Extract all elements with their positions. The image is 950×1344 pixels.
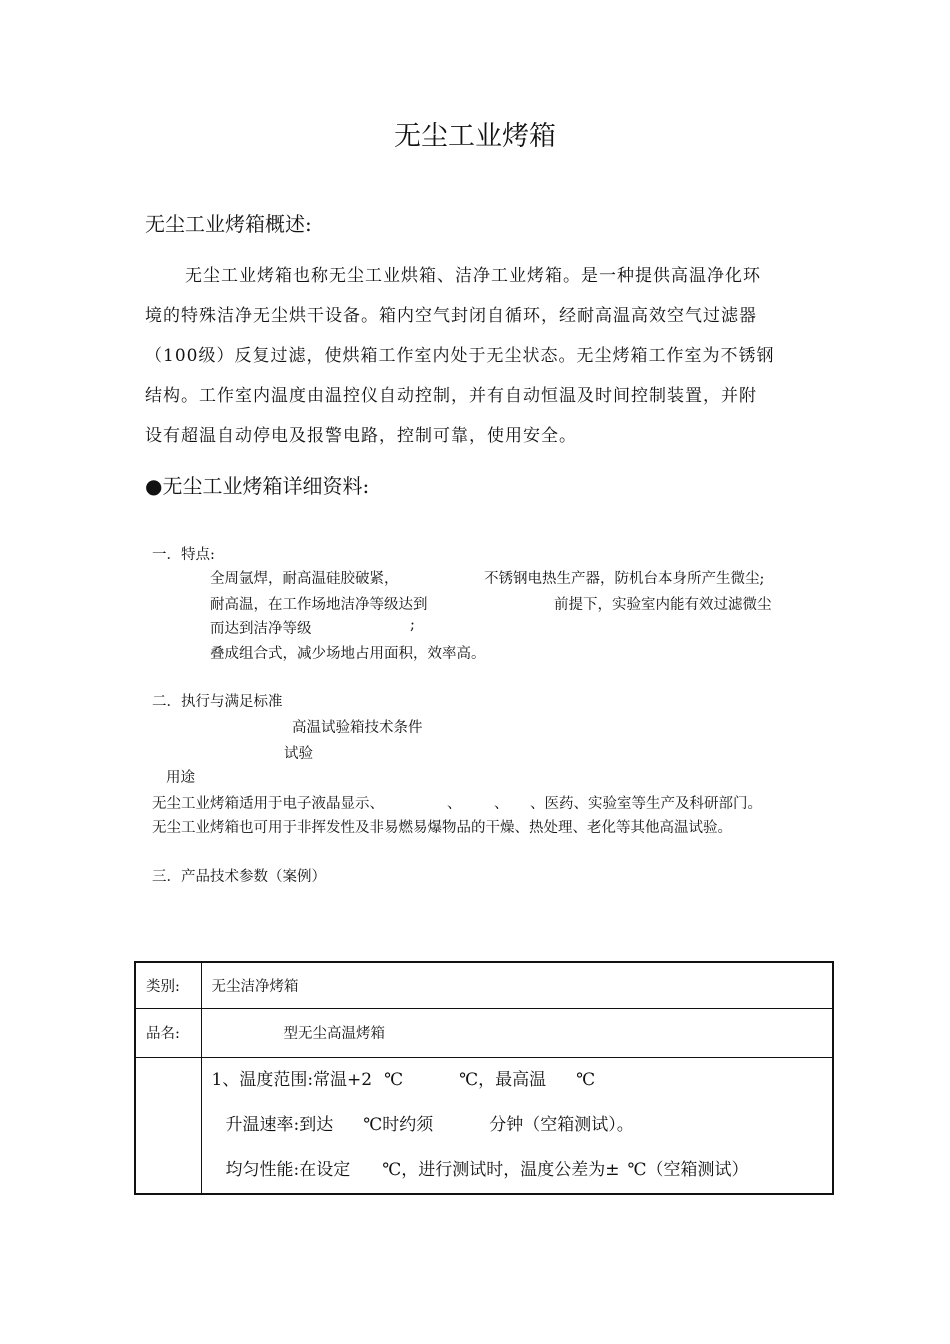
overview-line: 设有超温自动停电及报警电路，控制可靠，使用安全。 xyxy=(145,426,577,446)
standards-heading: 二．执行与满足标准 xyxy=(152,694,283,710)
spec-text: 均匀性能:在设定 xyxy=(225,1159,351,1180)
usage-separator: 、 xyxy=(447,796,462,812)
specs-cell xyxy=(201,1057,833,1194)
spec-text: ℃，进行测试时，温度公差为± xyxy=(382,1159,620,1180)
spec-text: ℃，最高温 xyxy=(459,1069,547,1090)
params-heading: 三．产品技术参数（案例） xyxy=(152,869,326,885)
spec-line-temperature-range xyxy=(202,1058,833,1103)
usage-line: 无尘工业烤箱适用于电子液晶显示、 xyxy=(152,796,384,812)
name-value: 型无尘高温烤箱 xyxy=(283,1026,385,1042)
features-line: 而达到洁净等级 xyxy=(210,621,312,637)
spec-text: ℃时约须 xyxy=(363,1114,434,1135)
document-title: 无尘工业烤箱 xyxy=(394,121,556,152)
spec-line-heating-rate xyxy=(202,1103,833,1148)
features-heading: 一．特点: xyxy=(152,547,215,563)
category-value: 无尘洁净烤箱 xyxy=(201,962,833,1008)
name-label: 品名: xyxy=(135,1008,201,1057)
spec-text: 1、温度范围:常温+2 xyxy=(211,1069,373,1090)
features-line: 叠成组合式，减少场地占用面积，效率高。 xyxy=(210,646,486,662)
overview-line: 结构。工作室内温度由温控仪自动控制，并有自动恒温及时间控制装置，并附 xyxy=(145,386,757,406)
features-line: 耐高温，在工作场地洁净等级达到 xyxy=(210,597,428,613)
standards-line: 高温试验箱技术条件 xyxy=(292,720,423,736)
details-heading: ●无尘工业烤箱详细资料: xyxy=(145,474,370,498)
overview-paragraph xyxy=(145,256,825,456)
params-table xyxy=(134,961,834,1195)
features-line: 不锈钢电热生产器，防机台本身所产生微尘; xyxy=(484,571,765,587)
spec-text: ℃（空箱测试） xyxy=(627,1159,749,1180)
table-row xyxy=(135,1008,833,1057)
features-line: 全周氩焊，耐高温硅胶破紧， xyxy=(210,571,399,587)
overview-heading: 无尘工业烤箱概述: xyxy=(145,212,312,236)
specs-label-cell xyxy=(135,1057,201,1194)
table-row xyxy=(135,962,833,1008)
standards-line: 试验 xyxy=(284,746,313,762)
category-label: 类别: xyxy=(135,962,201,1008)
usage-line: 、医药、实验室等生产及科研部门。 xyxy=(530,796,762,812)
spec-text: 升温速率:到达 xyxy=(225,1114,334,1135)
features-line: 前提下，实验室内能有效过滤微尘 xyxy=(554,597,772,613)
overview-line: 境的特殊洁净无尘烘干设备。箱内空气封闭自循环，经耐高温高效空气过滤器 xyxy=(145,306,757,326)
usage-separator: 、 xyxy=(494,796,509,812)
overview-line: 无尘工业烤箱也称无尘工业烘箱、洁净工业烤箱。是一种提供高温净化环 xyxy=(185,266,761,286)
spec-text: ℃ xyxy=(576,1069,596,1090)
features-line: ; xyxy=(410,617,415,633)
spec-text: 分钟（空箱测试）。 xyxy=(489,1114,634,1135)
table-row xyxy=(135,1057,833,1194)
spec-text: ℃ xyxy=(384,1069,404,1090)
overview-line: （100级）反复过滤，使烘箱工作室内处于无尘状态。无尘烤箱工作室为不锈钢 xyxy=(145,346,775,366)
name-value-cell xyxy=(201,1008,833,1057)
usage-heading: 用途 xyxy=(166,770,195,786)
usage-line: 无尘工业烤箱也可用于非挥发性及非易燃易爆物品的干燥、热处理、老化等其他高温试验。 xyxy=(152,820,732,836)
spec-line-uniformity xyxy=(202,1148,833,1193)
